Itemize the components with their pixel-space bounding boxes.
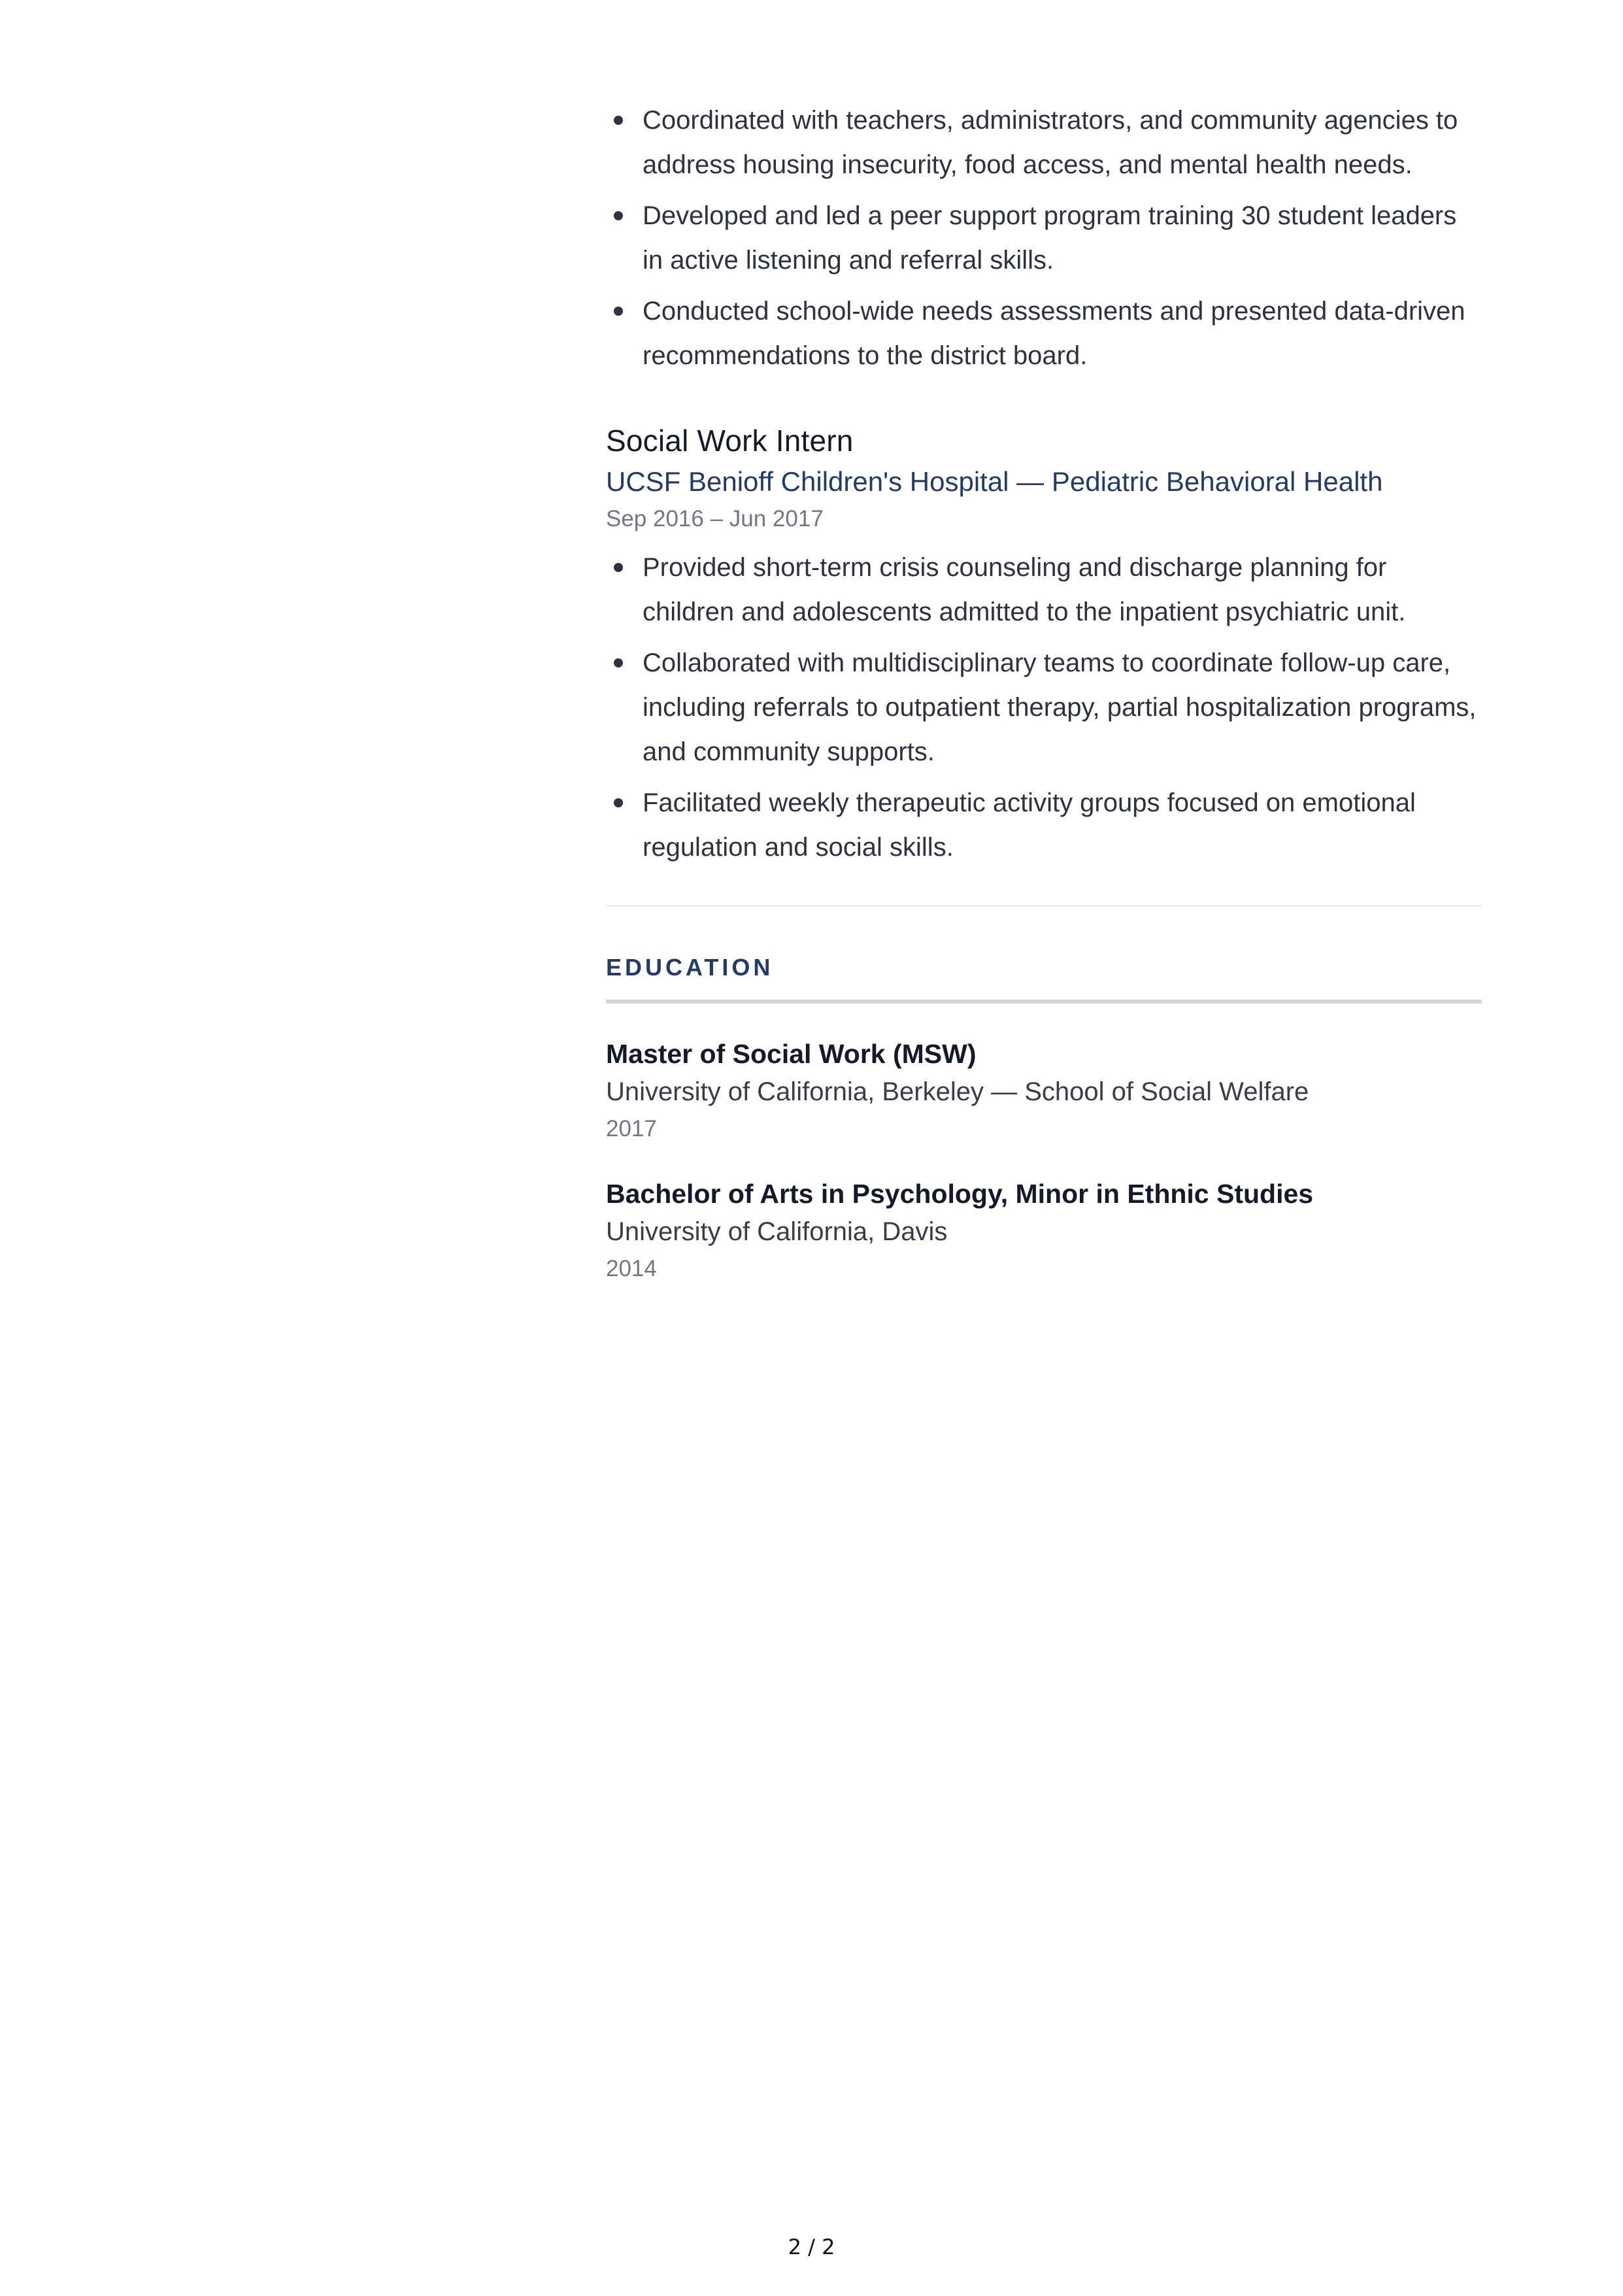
bullet-text: Provided short-term crisis counseling and discharge planning for children and adolescents admitted to the inpatient psychiatric unit. — [643, 553, 1406, 626]
education-heading: EDUCATION — [606, 954, 774, 981]
education-entry — [606, 1035, 1482, 1147]
bullet-icon — [614, 658, 623, 667]
list-item — [606, 545, 1482, 634]
job-dates: Sep 2016 – Jun 2017 — [606, 506, 824, 532]
list-item — [606, 781, 1482, 869]
education-entry — [606, 1175, 1482, 1287]
list-item — [606, 641, 1482, 774]
degree-title: Bachelor of Arts in Psychology, Minor in Ethnic Studies — [606, 1179, 1314, 1209]
previous-job-bullets — [606, 98, 1482, 378]
degree-title: Master of Social Work (MSW) — [606, 1039, 977, 1069]
bullet-text: Conducted school-wide needs assessments and presented data-driven recommendations to the district board. — [643, 297, 1465, 370]
bullet-icon — [614, 116, 623, 125]
bullet-text: Collaborated with multidisciplinary teams to coordinate follow-up care, including referrals to outpatient therapy, partial hospitalization programs, and community supports. — [643, 649, 1477, 766]
list-item — [606, 289, 1482, 378]
job-organization: UCSF Benioff Children's Hospital — Pediatric Behavioral Health — [606, 466, 1383, 497]
section-divider — [606, 905, 1482, 907]
bullet-icon — [614, 211, 623, 220]
list-item — [606, 98, 1482, 187]
school-name: University of California, Berkeley — School of Social Welfare — [606, 1077, 1309, 1106]
bullet-icon — [614, 798, 623, 807]
bullet-icon — [614, 563, 623, 572]
heading-underline — [606, 1000, 1482, 1004]
graduation-year: 2017 — [606, 1116, 657, 1141]
bullet-icon — [614, 307, 623, 316]
bullet-text: Facilitated weekly therapeutic activity groups focused on emotional regulation and social skills. — [643, 788, 1416, 862]
page-number: 2 / 2 — [788, 2235, 835, 2259]
graduation-year: 2014 — [606, 1256, 657, 1281]
bullet-text: Developed and led a peer support program training 30 student leaders in active listening and referral skills. — [643, 201, 1457, 275]
experience-entry — [606, 421, 1482, 869]
school-name: University of California, Davis — [606, 1217, 948, 1246]
bullet-text: Coordinated with teachers, administrators, and community agencies to address housing insecurity, food access, and mental health needs. — [643, 106, 1458, 179]
job-title: Social Work Intern — [606, 424, 854, 458]
job-bullets — [606, 545, 1482, 869]
list-item — [606, 194, 1482, 282]
resume-content — [606, 98, 1482, 1287]
